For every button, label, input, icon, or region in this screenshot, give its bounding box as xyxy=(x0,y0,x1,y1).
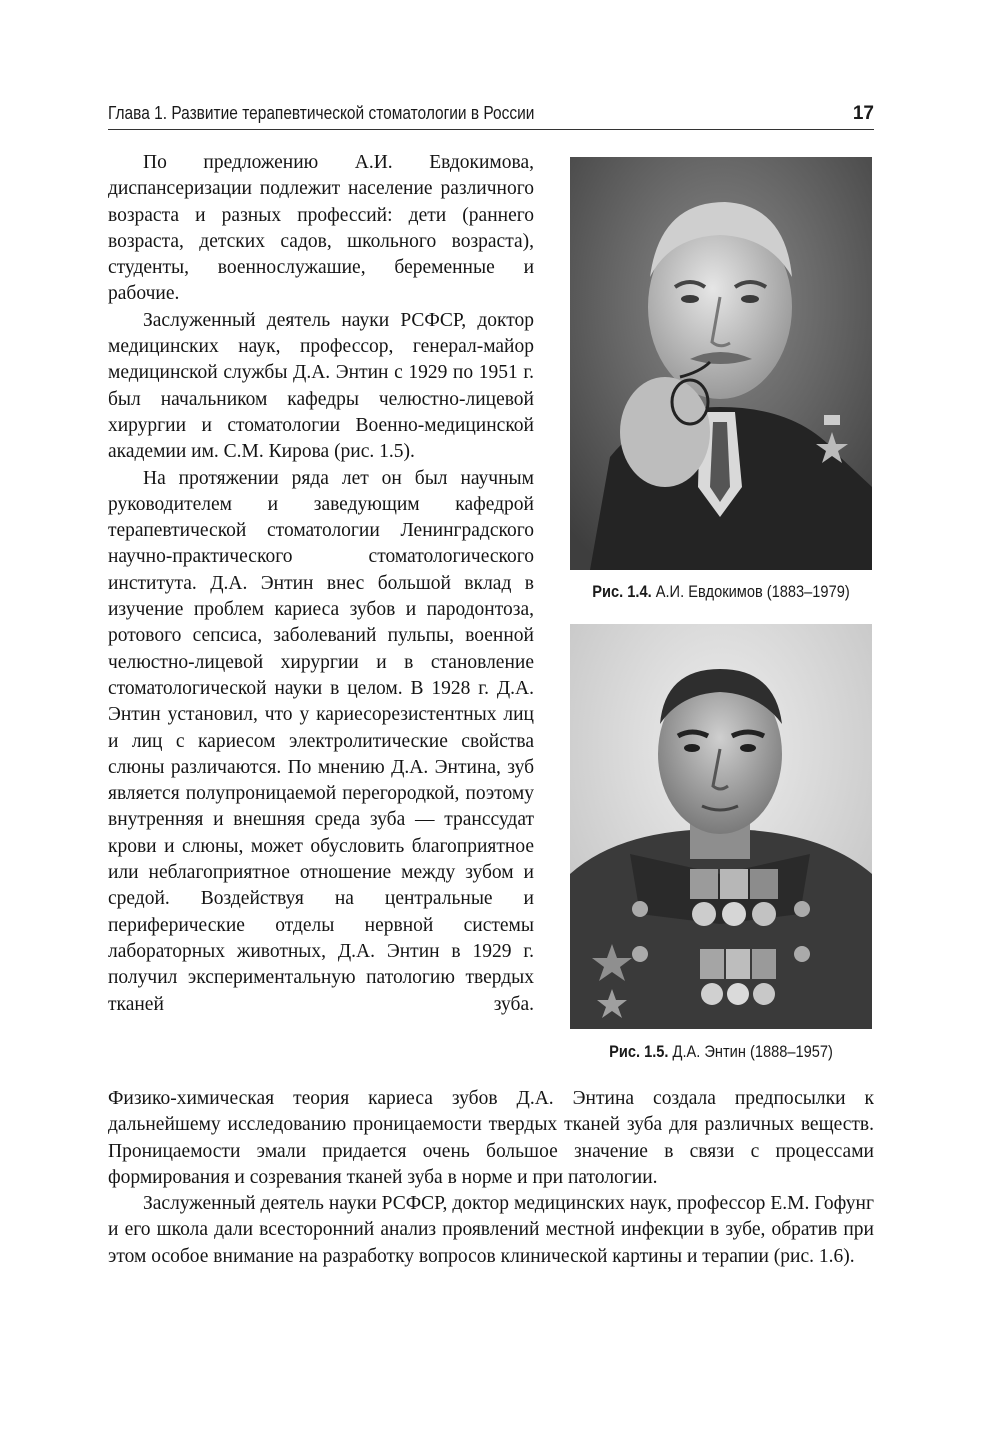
page-number: 17 xyxy=(852,103,874,124)
portrait-photo-icon xyxy=(570,624,872,1029)
portrait-photo-icon xyxy=(570,157,872,570)
full-width-text xyxy=(108,1086,874,1270)
paragraph: Заслуженный деятель науки РСФСР, доктор медицинских наук, профессор, генерал-майор медицинской службы Д.А. Энтин с 1929 по 1951 г. был начальником кафедры челюстно-лицевой хирургии и стоматологии Военно-медицинской академии им. С.М. Кирова (рис. 1.5). xyxy=(108,309,534,463)
figure-label: Рис. 1.5. xyxy=(609,1042,669,1061)
chapter-title: Глава 1. Развитие терапевтической стоматологии в России xyxy=(108,103,535,123)
paragraph: По предложению А.И. Евдокимова, диспансеризации подлежит население различного возраста и разных профессий: дети (раннего возраста, детских садов, школьного возраста), студенты, военнослужашие, беременные и рабочие. xyxy=(108,152,534,305)
figure-caption-text: Д.А. Энтин (1888–1957) xyxy=(672,1042,833,1061)
text-column xyxy=(108,150,534,1018)
figure-caption-text: А.И. Евдокимов (1883–1979) xyxy=(655,582,850,601)
figure-1-5-photo xyxy=(570,624,872,1029)
figure-1-4-caption xyxy=(591,582,851,602)
figure-1-5-caption xyxy=(591,1042,851,1062)
paragraph: Физико-химическая теория кариеса зубов Д.А. Энтина создала предпосылки к дальнейшему исследованию проницаемости твердых тканей зуба для различных веществ. Проницаемости эмали придается очень большое значение в связи с процессами формирования и созревания тканей зуба в норме и при патологии. xyxy=(108,1088,874,1188)
paragraph: Заслуженный деятель науки РСФСР, доктор медицинских наук, профессор Е.М. Гофунг и его школа дали всесторонний анализ проявлений местной инфекции в зубе, обратив при этом особое внимание на разработку вопросов клинической картины и терапии (рис. 1.6). xyxy=(108,1193,874,1267)
header-divider xyxy=(108,129,874,130)
running-head xyxy=(108,103,767,129)
figure-label: Рис. 1.4. xyxy=(592,582,652,601)
paragraph: На протяжении ряда лет он был научным руководителем и заведующим кафедрой терапевтической стоматологии Ленинградского научно-практического стоматологического института. Д.А. Энтин внес большой вклад в изучение проблем кариеса зубов и пародонтоза, ротового сепсиса, заболеваний пульпы, военной челюстно-лицевой хирургии и в становление стоматологической науки в целом. В 1928 г. Д.А. Энтин установил, что у кариесорезистентных лиц и лиц с кариесом электролитические свойства слюны различаются. По мнению Д.А. Энтина, зуб является полупроницаемой перегородкой, поэтому внутренняя и внешняя среда зуба — транссудат крови и слюны, может обусловить благоприятное или неблагоприятное отношение между зубом и средой. Воздействуя на центральные и периферические отделы нервной системы лабораторных животных, Д.А. Энтин в 1929 г. получил экспериментальную патологию твердых тканей зуба. xyxy=(108,467,534,1015)
figure-1-4-photo xyxy=(570,157,872,570)
